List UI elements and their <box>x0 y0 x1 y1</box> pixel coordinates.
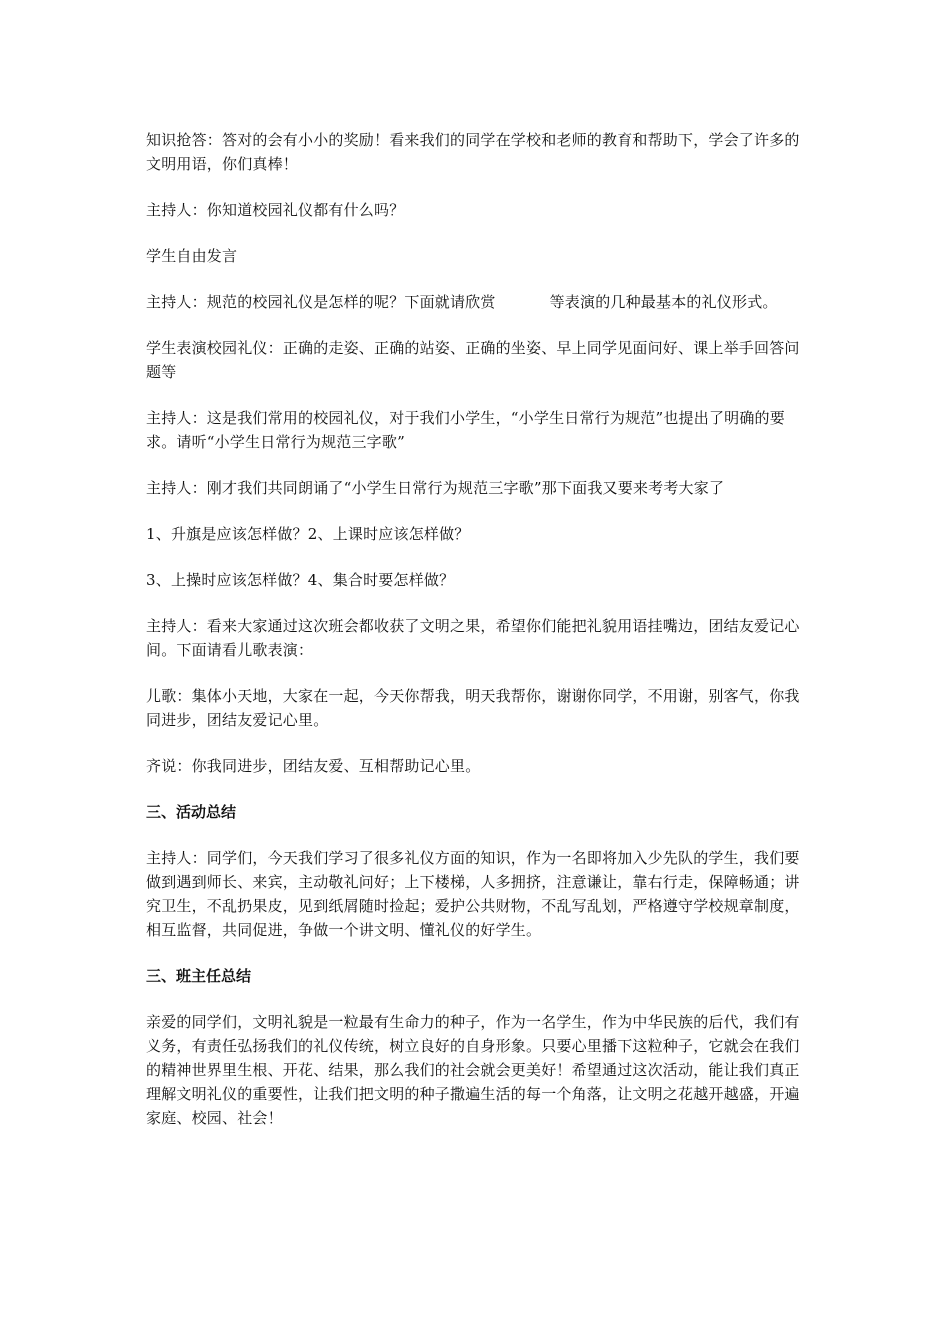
paragraph-host-summary: 主持人：看来大家通过这次班会都收获了文明之果，希望你们能把礼貌用语挂嘴边，团结友爱记心间。下面请看儿歌表演： <box>146 617 800 659</box>
paragraph-children-song: 儿歌：集体小天地，大家在一起，今天你帮我，明天我帮你，谢谢你同学，不用谢，别客气，你我同进步，团结友爱记心里。 <box>146 687 800 729</box>
section-heading-activity-summary: 三、活动总结 <box>146 803 237 821</box>
paragraph-host-etiquette-intro <box>146 290 806 314</box>
paragraph-host-norms: 主持人：这是我们常用的校园礼仪，对于我们小学生，“小学生日常行为规范”也提出了明确的要求。请听“小学生日常行为规范三字歌” <box>146 409 785 451</box>
paragraph-host-etiquette-intro-part2: 等表演的几种最基本的礼仪形式。 <box>549 293 778 311</box>
paragraph-questions-1-2: 1、升旗是应该怎样做？2、上课时应该怎样做？ <box>146 525 470 543</box>
paragraph-host-quiz: 主持人：刚才我们共同朗诵了“小学生日常行为规范三字歌”那下面我又要来考考大家了 <box>146 479 725 497</box>
paragraph-host-etiquette-intro-part1: 主持人：规范的校园礼仪是怎样的呢？下面就请欣赏 <box>146 293 496 311</box>
paragraph-knowledge-quiz: 知识抢答：答对的会有小小的奖励！看来我们的同学在学校和老师的教育和帮助下，学会了许多的文明用语，你们真棒！ <box>146 131 800 173</box>
paragraph-chorus: 齐说：你我同进步，团结友爱、互相帮助记心里。 <box>146 757 481 775</box>
paragraph-free-speech: 学生自由发言 <box>146 247 238 265</box>
section-heading-teacher-summary: 三、班主任总结 <box>146 967 252 985</box>
paragraph-questions-3-4: 3、上操时应该怎样做？4、集合时要怎样做？ <box>146 571 455 589</box>
paragraph-activity-summary: 主持人：同学们，今天我们学习了很多礼仪方面的知识，作为一名即将加入少先队的学生，我们要做到遇到师长、来宾，主动敬礼问好；上下楼梯，人多拥挤，注意谦让，靠右行走，保障畅通；讲究卫生，不乱扔果皮，见到纸屑随时捡起；爱护公共财物，不乱写乱划，严格遵守学校规章制度，相互监督，共同促进，争做一个讲文明、懂礼仪的好学生。 <box>146 849 800 939</box>
paragraph-host-question: 主持人：你知道校园礼仪都有什么吗？ <box>146 201 405 219</box>
paragraph-student-performance: 学生表演校园礼仪：正确的走姿、正确的站姿、正确的坐姿、早上同学见面问好、课上举手回答问题等 <box>146 339 800 381</box>
paragraph-teacher-summary: 亲爱的同学们，文明礼貌是一粒最有生命力的种子，作为一名学生，作为中华民族的后代，我们有义务，有责任弘扬我们的礼仪传统，树立良好的自身形象。只要心里播下这粒种子，它就会在我们的精神世界里生根、开花、结果，那么我们的社会就会更美好！希望通过这次活动，能让我们真正理解文明礼仪的重要性，让我们把文明的种子撒遍生活的每一个角落，让文明之花越开越盛，开遍家庭、校园、社会！ <box>146 1013 800 1127</box>
document-body <box>146 128 806 1152</box>
